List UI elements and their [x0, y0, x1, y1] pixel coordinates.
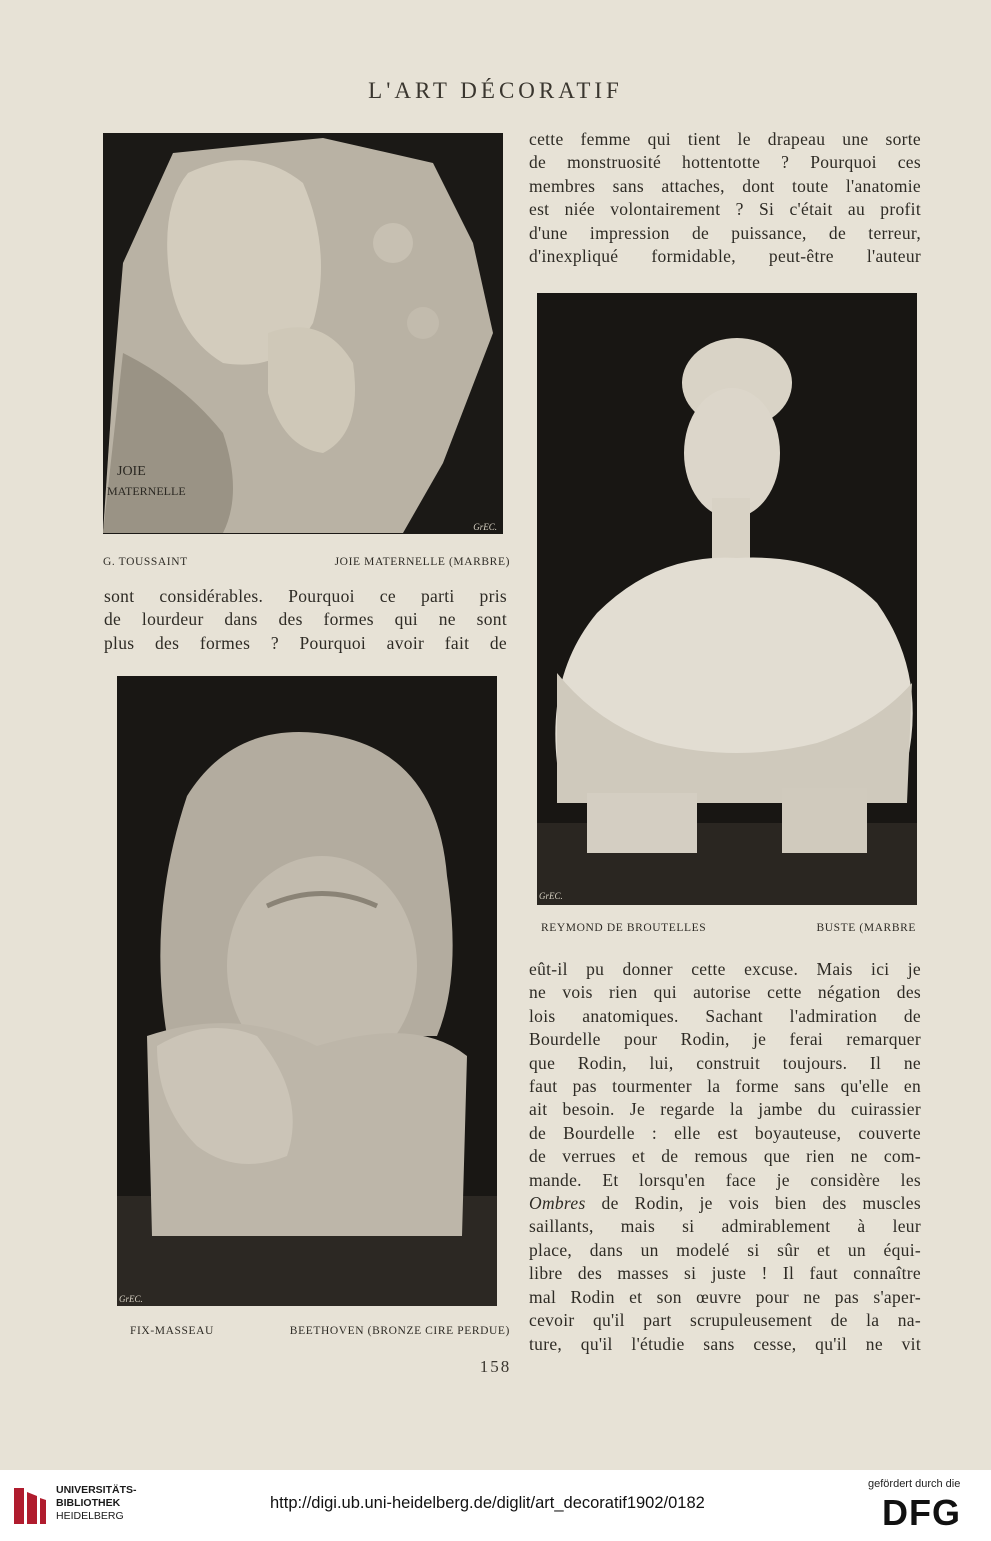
text-line: mande. Et lorsqu'en face je considère les: [529, 1169, 921, 1190]
caption-artist: FIX-MASSEAU: [130, 1325, 214, 1337]
paragraph-left-mid: [104, 585, 507, 655]
plate-mark: GrEC.: [473, 522, 497, 532]
text-line: membres sans attaches, dont toute l'anatomie: [529, 175, 921, 196]
viewer-footer: [0, 1470, 991, 1541]
plate-mark: GrEC.: [119, 1294, 143, 1304]
caption-work: BEETHOVEN (BRONZE CIRE PERDUE): [289, 1325, 510, 1337]
text-line: de lourdeur dans des formes qui ne sont: [104, 609, 507, 630]
funded-by-label: gefördert durch die: [868, 1478, 961, 1490]
text-line-ombres: [529, 1192, 921, 1215]
text-line: saillants, mais si admirablement à leur: [529, 1216, 921, 1237]
dfg-logo[interactable]: DFG: [882, 1492, 961, 1533]
caption-artist: REYMOND DE BROUTELLES: [541, 922, 707, 934]
library-name[interactable]: [56, 1484, 137, 1523]
text-line: plus des formes ? Pourquoi avoir fait de: [104, 632, 507, 653]
sculpture-beethoven-image: [117, 676, 497, 1306]
caption-beethoven: [130, 1325, 510, 1337]
text-line: mal Rodin et son œuvre pour ne pas s'aper-: [529, 1286, 921, 1307]
sculpture-relief-image: [103, 133, 503, 534]
text-line: que Rodin, lui, construit toujours. Il ne: [529, 1052, 921, 1073]
text-line: ne vois rien qui autorise cette négation des: [529, 982, 921, 1003]
ombres-rest: de Rodin, je vois bien des muscles: [585, 1193, 921, 1214]
library-line2: BIBLIOTHEK: [56, 1497, 121, 1509]
text-line: sont considérables. Pourquoi ce parti pris: [104, 586, 507, 606]
library-line3: HEIDELBERG: [56, 1510, 124, 1522]
text-line: lois anatomiques. Sachant l'admiration de: [529, 1005, 921, 1026]
page-number: 158: [479, 1357, 512, 1376]
university-library-logo-icon[interactable]: [10, 1482, 48, 1530]
inscription-line2: MATERNELLE: [107, 484, 186, 498]
permalink-url[interactable]: http://digi.ub.uni-heidelberg.de/diglit/art_decoratif1902/0182: [270, 1494, 705, 1512]
text-line: ture, qu'il l'étudie sans cesse, qu'il ne vit: [529, 1333, 921, 1354]
plate-joie-maternelle: [103, 133, 503, 534]
paragraph-right-bottom: [529, 958, 921, 1356]
caption-work: BUSTE (MARBRE: [816, 922, 916, 934]
text-line: d'une impression de puissance, de terreur,: [529, 222, 921, 243]
text-line: eût-il pu donner cette excuse. Mais ici je: [529, 959, 921, 979]
text-line: place, dans un modelé si sûr et un équi-: [529, 1239, 921, 1260]
plate-beethoven: [117, 676, 497, 1306]
text-line: cette femme qui tient le drapeau une sorte: [529, 129, 921, 149]
text-line: de Bourdelle : elle est boyauteuse, couverte: [529, 1122, 921, 1143]
ombres-title: Ombres: [529, 1193, 586, 1214]
caption-buste: [541, 922, 916, 934]
text-line: ait besoin. Je regarde la jambe du cuirassier: [529, 1099, 921, 1120]
sculpture-bust-image: [537, 293, 917, 905]
text-line: de verrues et de remous que rien ne com-: [529, 1146, 921, 1167]
caption-work: JOIE MATERNELLE (MARBRE): [334, 556, 510, 568]
paragraph-right-top: [529, 128, 921, 268]
text-line: Bourdelle pour Rodin, je ferai remarquer: [529, 1029, 921, 1050]
library-line1: UNIVERSITÄTS-: [56, 1484, 137, 1496]
plate-buste: [537, 293, 917, 905]
caption-artist: G. TOUSSAINT: [103, 556, 188, 568]
text-line: est niée volontairement ? Si c'était au profit: [529, 199, 921, 220]
text-line: faut pas tourmenter la forme sans qu'elle en: [529, 1076, 921, 1097]
text-line: cevoir qu'il part scrupuleusement de la na-: [529, 1310, 921, 1331]
text-line: de monstruosité hottentotte ? Pourquoi ces: [529, 152, 921, 173]
running-head: L'ART DÉCORATIF: [368, 78, 623, 103]
text-line: d'inexpliqué formidable, peut-être l'auteur: [529, 246, 921, 267]
inscription-line1: JOIE: [117, 464, 146, 479]
text-line: libre des masses si juste ! Il faut connaître: [529, 1263, 921, 1284]
caption-joie-maternelle: [103, 556, 510, 568]
plate-mark: GrEC.: [539, 891, 563, 901]
